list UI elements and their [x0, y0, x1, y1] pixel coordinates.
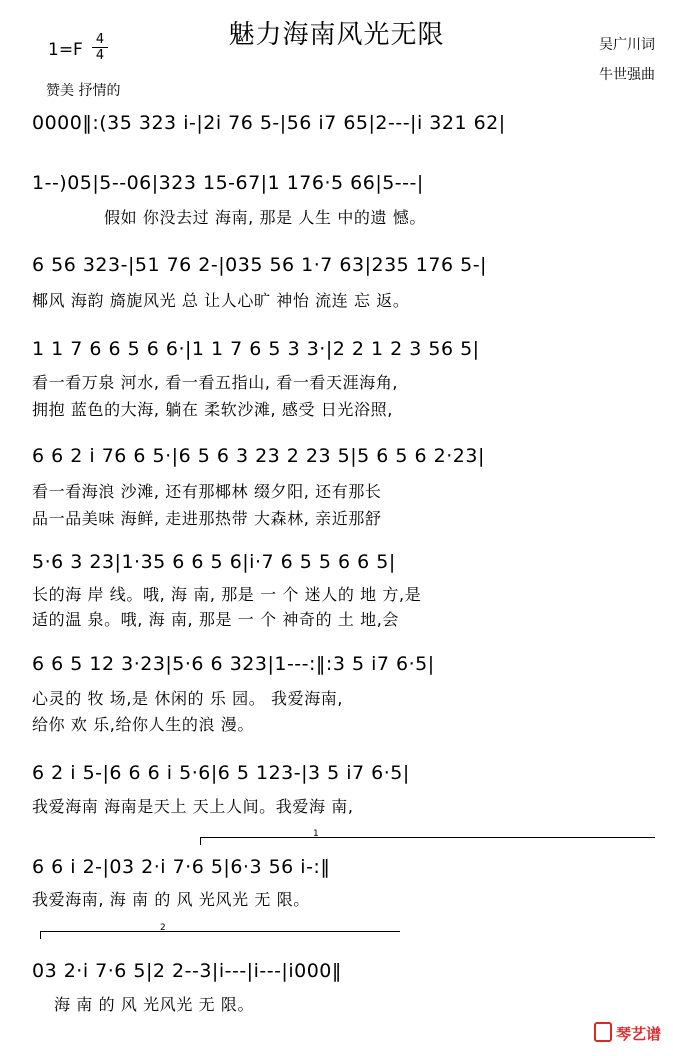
key-signature: 1=F	[48, 40, 83, 60]
volta-1-number: 1	[313, 829, 319, 839]
score-row-notes: 6 2 i 5-|6 6 6 i 5·6|6 5 123-|3 5 i7 6·5|	[32, 762, 410, 784]
song-title: 魅力海南风光无限	[228, 20, 445, 50]
logo-text: 琴艺谱	[615, 1025, 661, 1043]
lyric-line: 适的温 泉。哦, 海 南, 那是 一 个 神奇的 土 地,会	[32, 610, 400, 629]
volta-2-bracket	[40, 931, 400, 932]
volta-1-start-tick	[200, 837, 201, 845]
lyric-line: 看一看万泉 河水, 看一看五指山, 看一看天涯海角,	[32, 373, 399, 392]
lyric-line: 看一看海浪 沙滩, 还有那椰林 缀夕阳, 还有那长	[32, 482, 382, 501]
time-signature-top: 4	[95, 32, 105, 47]
volta-1-bracket	[200, 837, 655, 838]
score-row-notes: 5·6 3 23|1·35 6 6 5 6|i·7 6 5 5 6 6 5|	[32, 551, 396, 573]
score-row-notes: 6 6 5 12 3·23|5·6 6 323|1---:‖:3 5 i7 6·5|	[32, 653, 435, 675]
score-row-notes: 6 6 i 2-|03 2·i 7·6 5|6·3 56 i-:‖	[32, 856, 331, 878]
score-row-notes: 1 1 7 6 6 5 6 6·|1 1 7 6 5 3 3·|2 2 1 2 3 56 5|	[32, 338, 480, 360]
mood-marking: 赞美 抒情的	[46, 83, 121, 99]
time-signature-bottom: 4	[95, 48, 105, 63]
lyric-line: 我爱海南, 海 南 的 风 光风光 无 限。	[32, 890, 310, 909]
lyric-line: 我爱海南 海南是天上 天上人间。我爱海 南,	[32, 797, 354, 816]
score-row-notes: 03 2·i 7·6 5|2 2--3|i---|i---|i000‖	[32, 960, 342, 982]
score-row-notes: 6 56 323-|51 76 2-|035 56 1·7 63|235 176 5-|	[32, 254, 487, 276]
lyric-line: 海 南 的 风 光风光 无 限。	[54, 995, 255, 1014]
lyric-line: 给你 欢 乐,给你人生的浪 漫。	[32, 715, 254, 734]
lyricist-credit: 吴广川词	[599, 37, 655, 53]
score-row-notes: 6 6 2 i 76 6 5·|6 5 6 3 23 2 23 5|5 6 5 6 2·23|	[32, 445, 485, 467]
lyric-line: 品一品美味 海鲜, 走进那热带 大森林, 亲近那舒	[32, 509, 382, 528]
time-signature	[92, 33, 108, 62]
volta-2-start-tick	[40, 931, 41, 939]
lyric-line: 假如 你没去过 海南, 那是 人生 中的遗 憾。	[104, 208, 427, 227]
logo-icon	[594, 1022, 612, 1042]
lyric-line: 心灵的 牧 场,是 休闲的 乐 园。 我爱海南,	[32, 689, 344, 708]
lyric-line: 长的海 岸 线。哦, 海 南, 那是 一 个 迷人的 地 方,是	[32, 585, 422, 604]
composer-credit: 牛世强曲	[599, 67, 655, 83]
volta-2-number: 2	[160, 923, 166, 933]
score-row-notes: 0000‖:(35 323 i-|2i 76 5-|56 i7 65|2---|i 321 62|	[32, 112, 506, 134]
lyric-line: 椰风 海韵 旖旎风光 总 让人心旷 神怡 流连 忘 返。	[32, 291, 410, 310]
site-logo	[594, 1022, 661, 1044]
score-row-notes: 1--)05|5--06|323 15-67|1 176·5 66|5---|	[32, 172, 424, 194]
lyric-line: 拥抱 蓝色的大海, 躺在 柔软沙滩, 感受 日光浴照,	[32, 400, 393, 419]
